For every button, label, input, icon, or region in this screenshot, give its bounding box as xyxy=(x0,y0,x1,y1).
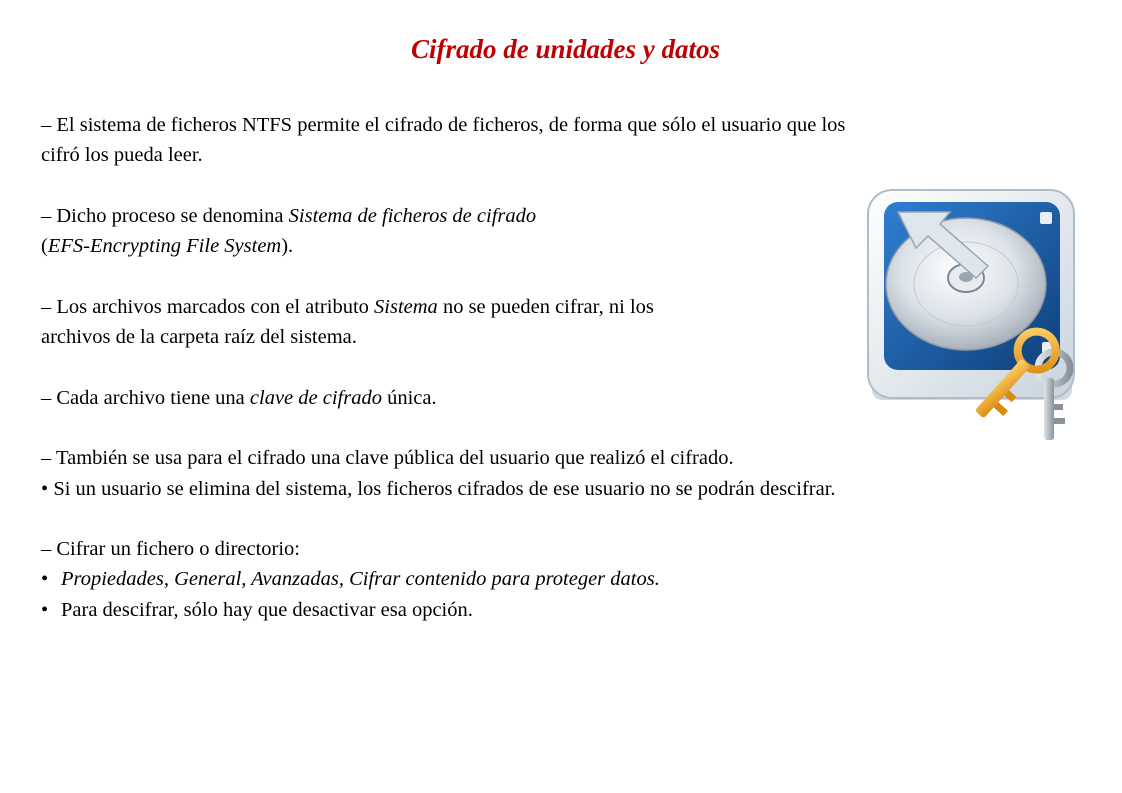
efs-acronym: EFS-Encrypting File System xyxy=(47,235,282,258)
efs-text: – Dicho proceso se denomina xyxy=(41,204,289,227)
bullet: • xyxy=(41,598,49,621)
hard-drive-keys-icon xyxy=(858,182,1088,448)
paragraph-public-key: – También se usa para el cifrado una clave pública del usuario que realizó el cifrado. xyxy=(41,447,734,470)
slide-title: Cifrado de unidades y datos xyxy=(410,34,720,64)
bullet-decrypt xyxy=(41,595,1061,625)
bullet-text: Propiedades, General, Avanzadas, Cifrar contenido para proteger datos. xyxy=(61,568,660,591)
key-text-pre: – Cada archivo tiene una xyxy=(41,386,250,409)
key-term: clave de cifrado xyxy=(249,386,382,409)
bullet: • xyxy=(41,568,49,591)
system-attribute: Sistema xyxy=(374,295,438,318)
bullet-text: Si un usuario se elimina del sistema, los ficheros cifrados de ese usuario no se podrán descifrar. xyxy=(53,477,836,500)
bullet: • xyxy=(41,477,49,500)
system-text-post: no se pueden cifrar, ni los xyxy=(437,295,654,318)
paragraph-ntfs-line1: – El sistema de ficheros NTFS permite el cifrado de ficheros, de forma que sólo el usuario que los xyxy=(41,114,846,136)
bullet-user-deleted xyxy=(41,474,1061,504)
paragraph-encrypt-how: – Cifrar un fichero o directorio: xyxy=(41,538,301,561)
bullet-text: Para descifrar, sólo hay que desactivar esa opción. xyxy=(61,598,473,621)
efs-term: Sistema de ficheros de cifrado xyxy=(288,204,537,227)
key-text-post: única. xyxy=(381,386,437,409)
efs-paren-open: ( xyxy=(41,235,48,258)
encrypted-drive-image xyxy=(858,182,1088,448)
paragraph-ntfs-line2: cifró los pueda leer. xyxy=(41,144,203,167)
efs-paren-close: ). xyxy=(281,235,294,258)
paragraph-system-line2: archivos de la carpeta raíz del sistema. xyxy=(41,326,357,349)
bullet-properties xyxy=(41,564,1061,594)
system-text-pre: – Los archivos marcados con el atributo xyxy=(41,295,375,318)
